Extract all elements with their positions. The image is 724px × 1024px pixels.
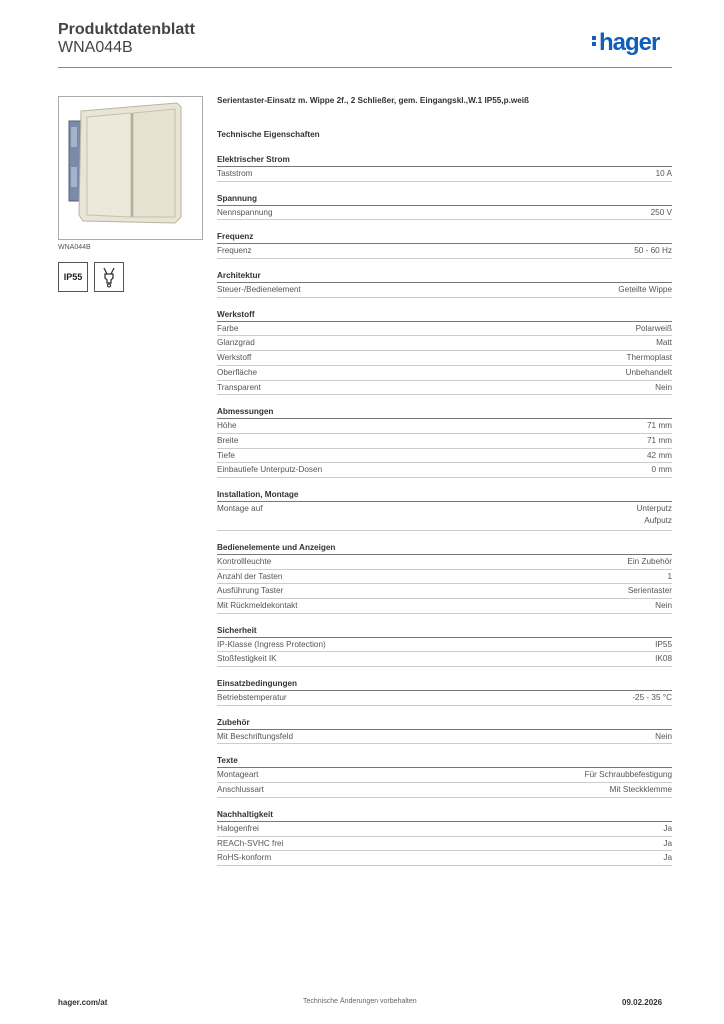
- property-label: REACh-SVHC frei: [217, 838, 284, 848]
- property-label: Halogenfrei: [217, 823, 259, 833]
- property-label: Farbe: [217, 323, 239, 333]
- property-row: [217, 336, 672, 351]
- property-value-line: Aufputz: [644, 516, 672, 526]
- property-value: Für Schraubbefestigung: [584, 770, 672, 780]
- property-section: [217, 488, 672, 531]
- property-section: [217, 808, 672, 866]
- property-label: Anzahl der Tasten: [217, 571, 283, 581]
- property-row: [217, 419, 672, 434]
- section-heading: Spannung: [217, 192, 672, 206]
- property-section: [217, 677, 672, 706]
- property-value: Nein: [655, 382, 672, 392]
- property-section: [217, 308, 672, 395]
- property-row: [217, 206, 672, 221]
- property-value: Ja: [663, 823, 672, 833]
- property-label: Montage auf: [217, 503, 263, 513]
- property-value: Mit Steckklemme: [609, 785, 672, 795]
- property-value: Polarweiß: [635, 323, 672, 333]
- property-value: Geteilte Wippe: [618, 285, 672, 295]
- section-heading: Zubehör: [217, 716, 672, 730]
- property-value: Ein Zubehör: [627, 556, 672, 566]
- property-row: [217, 822, 672, 837]
- property-label: Einbautiefe Unterputz-Dosen: [217, 465, 323, 475]
- properties-table: [217, 153, 672, 876]
- property-row: [217, 167, 672, 182]
- properties-title: Technische Eigenschaften: [217, 130, 320, 139]
- logo-text: hager: [599, 29, 660, 56]
- section-heading: Sicherheit: [217, 624, 672, 638]
- property-row: [217, 584, 672, 599]
- property-row: [217, 351, 672, 366]
- property-section: [217, 192, 672, 221]
- property-label: Nennspannung: [217, 207, 273, 217]
- wiring-connector-icon: [94, 262, 124, 292]
- product-code: WNA044B: [58, 39, 133, 56]
- property-row: [217, 599, 672, 614]
- property-label: RoHS-konform: [217, 853, 272, 863]
- double-rocker-switch-product-photo-icon: [59, 97, 202, 239]
- property-value: 10 A: [655, 169, 672, 178]
- property-label: Taststrom: [217, 169, 253, 178]
- property-label: Betriebstemperatur: [217, 693, 287, 703]
- section-heading: Einsatzbedingungen: [217, 677, 672, 691]
- property-value: 71 mm: [646, 421, 672, 431]
- property-row: [217, 638, 672, 653]
- property-value: Ja: [663, 853, 672, 863]
- property-row: [217, 449, 672, 464]
- property-label: Mit Beschriftungsfeld: [217, 731, 293, 741]
- property-row: [217, 837, 672, 852]
- product-photo: [58, 96, 203, 240]
- property-section: [217, 624, 672, 667]
- property-label: Mit Rückmeldekontakt: [217, 601, 298, 610]
- property-row: [217, 783, 672, 798]
- property-label: Kontrollleuchte: [217, 556, 272, 566]
- hager-logo: [592, 29, 659, 57]
- property-row: [217, 691, 672, 706]
- property-row: [217, 768, 672, 783]
- property-section: [217, 716, 672, 745]
- property-value: IK08: [655, 654, 672, 664]
- property-value: 42 mm: [646, 450, 672, 460]
- property-value: 1: [667, 571, 672, 581]
- section-heading: Elektrischer Strom: [217, 153, 672, 167]
- property-label: Tiefe: [217, 450, 235, 460]
- property-row: [217, 322, 672, 337]
- property-label: Anschlussart: [217, 785, 264, 795]
- section-heading: Architektur: [217, 269, 672, 283]
- photo-caption: WNA044B: [58, 244, 91, 251]
- property-label: Montageart: [217, 770, 259, 780]
- property-row: [217, 555, 672, 570]
- property-label: Ausführung Taster: [217, 586, 284, 596]
- property-label: IP-Klasse (Ingress Protection): [217, 639, 326, 649]
- page-title: Produktdatenblatt: [58, 21, 195, 38]
- logo-dots-icon: [592, 34, 597, 48]
- property-value: 0 mm: [651, 465, 672, 475]
- section-heading: Werkstoff: [217, 308, 672, 322]
- property-value: -25 - 35 °C: [632, 693, 672, 703]
- property-value: 50 - 60 Hz: [634, 246, 672, 256]
- property-value: Ja: [663, 838, 672, 848]
- property-value: Thermoplast: [626, 353, 672, 363]
- property-label: Werkstoff: [217, 353, 252, 363]
- property-value: Nein: [655, 601, 672, 610]
- property-row: [217, 434, 672, 449]
- property-label: Glanzgrad: [217, 338, 255, 348]
- property-row: [217, 463, 672, 478]
- section-heading: Texte: [217, 754, 672, 768]
- footer-website[interactable]: hager.com/at: [58, 998, 108, 1007]
- header-divider: [58, 67, 672, 68]
- footer-note: Technische Änderungen vorbehalten: [303, 998, 417, 1005]
- property-value: IP55: [655, 639, 672, 649]
- product-description: Serientaster-Einsatz m. Wippe 2f., 2 Schließer, gem. Eingangskl.,W.1 IP55,p.weiß: [217, 96, 530, 105]
- property-value: Serientaster: [627, 586, 672, 596]
- property-row: [217, 851, 672, 866]
- property-label: Frequenz: [217, 246, 252, 256]
- property-label: Transparent: [217, 382, 261, 392]
- property-value: Nein: [655, 731, 672, 741]
- property-section: [217, 153, 672, 182]
- section-heading: Nachhaltigkeit: [217, 808, 672, 822]
- property-section: [217, 230, 672, 259]
- property-value: [637, 503, 673, 528]
- property-section: [217, 541, 672, 614]
- property-label: Höhe: [217, 421, 237, 431]
- section-heading: Bedienelemente und Anzeigen: [217, 541, 672, 555]
- property-section: [217, 269, 672, 298]
- property-section: [217, 405, 672, 478]
- property-label: Oberfläche: [217, 367, 258, 377]
- property-row: [217, 570, 672, 585]
- property-value: Matt: [656, 338, 672, 348]
- property-section: [217, 754, 672, 797]
- property-value: 250 V: [650, 207, 672, 217]
- footer-date: 09.02.2026: [622, 998, 663, 1007]
- section-heading: Frequenz: [217, 230, 672, 244]
- property-label: Steuer-/Bedienelement: [217, 285, 301, 295]
- property-row: [217, 283, 672, 298]
- section-heading: Abmessungen: [217, 405, 672, 419]
- property-row: [217, 366, 672, 381]
- property-row: [217, 244, 672, 259]
- property-row: [217, 730, 672, 745]
- property-row: [217, 381, 672, 396]
- property-value-line: Unterputz: [636, 503, 672, 513]
- property-row: [217, 502, 672, 531]
- property-value: Unbehandelt: [625, 367, 672, 377]
- property-value: 71 mm: [646, 435, 672, 445]
- section-heading: Installation, Montage: [217, 488, 672, 502]
- property-label: Breite: [217, 435, 239, 445]
- property-label: Stoßfestigkeit IK: [217, 654, 277, 664]
- property-row: [217, 652, 672, 667]
- ip-rating-badge: IP55: [58, 262, 88, 292]
